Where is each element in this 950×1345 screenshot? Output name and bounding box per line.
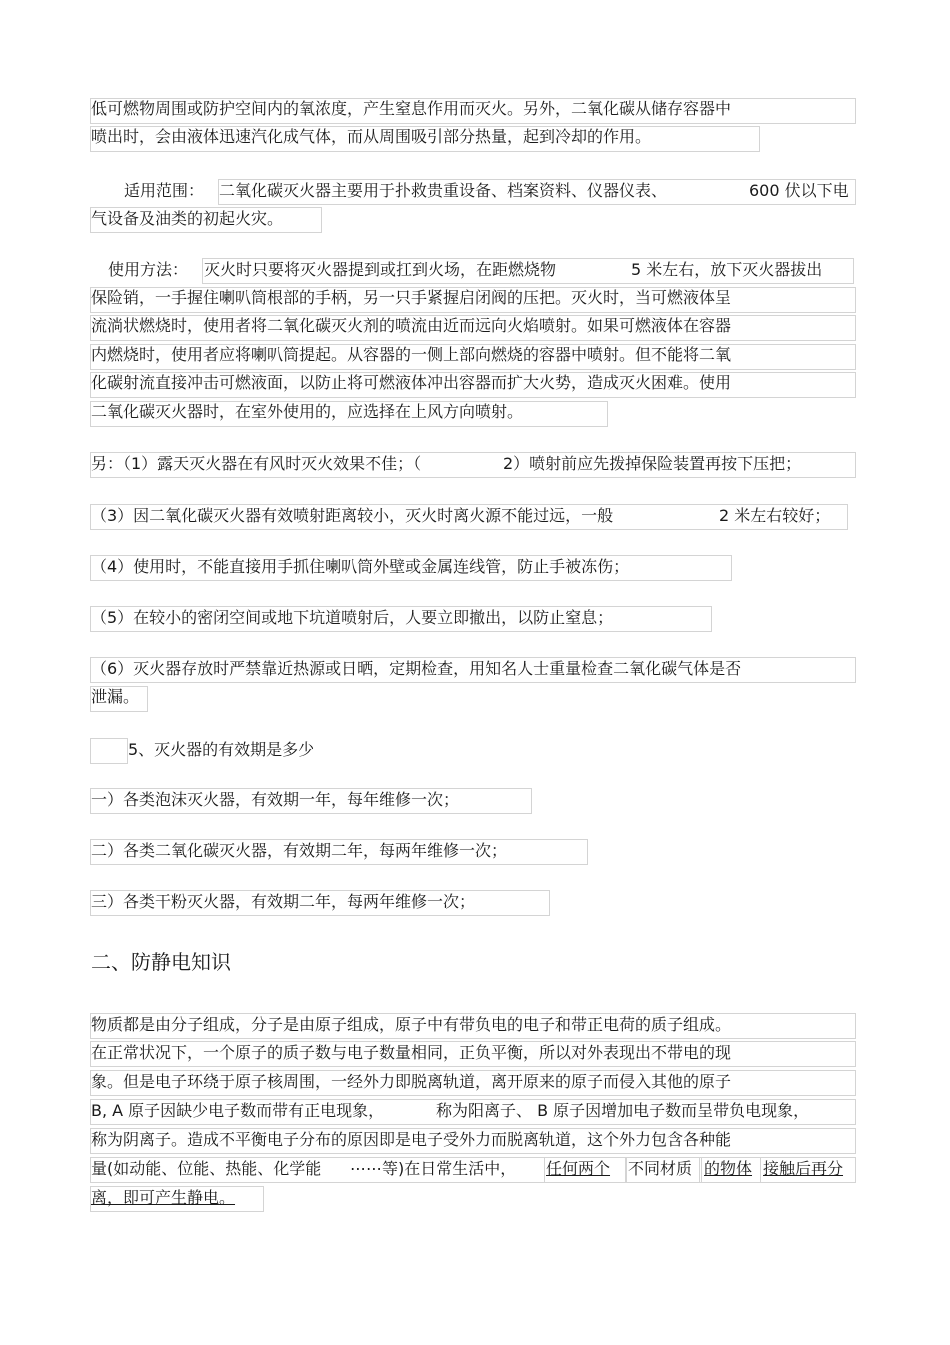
body-text: 二氧化碳灭火器主要用于扑救贵重设备、档案资料、仪器仪表、 <box>219 181 668 200</box>
body-text: 喷出时，会由液体迅速汽化成气体，而从周围吸引部分热量，起到冷却的作用。 <box>91 127 652 146</box>
body-text: 在正常状况下，一个原子的质子数与电子数量相同，正负平衡，所以对外表现出不带电的现 <box>91 1043 732 1062</box>
underlined-text: 接触后再分 <box>763 1159 844 1178</box>
note-2: 2）喷射前应先拨掉保险装置再按下压把； <box>503 454 802 473</box>
body-text: 量(如动能、位能、热能、化学能 <box>91 1159 322 1178</box>
validity-item: 一）各类泡沫灭火器，有效期一年，每年维修一次； <box>91 790 460 809</box>
validity-item: 三）各类干粉灭火器，有效期二年，每两年维修一次； <box>91 892 476 911</box>
body-text: 物质都是由分子组成，分子是由原子组成，原子中有带负电的电子和带正电荷的质子组成。 <box>91 1015 732 1034</box>
body-text: 称为阴离子。造成不平衡电子分布的原因即是电子受外力而脱离轨道，这个外力包含各种能 <box>91 1130 732 1149</box>
body-text: 二氧化碳灭火器时，在室外使用的，应选择在上风方向喷射。 <box>91 402 524 421</box>
body-text: 保险销，一手握住喇叭筒根部的手柄，另一只手紧握启闭阀的压把。灭火时，当可燃液体呈 <box>91 288 732 307</box>
body-text: 不同材质 <box>628 1159 693 1178</box>
text-frame <box>90 738 128 764</box>
body-text: 称为阳离子、 B 原子因增加电子数而呈带负电现象， <box>436 1101 810 1120</box>
body-text: 灭火时只要将灭火器提到或扛到火场，在距燃烧物 <box>204 260 557 279</box>
underlined-text: 离，即可产生静电。 <box>91 1188 236 1207</box>
underlined-text: 任何两个 <box>546 1159 611 1178</box>
body-text: 内燃烧时，使用者应将喇叭筒提起。从容器的一侧上部向燃烧的容器中喷射。但不能将二氧 <box>91 345 732 364</box>
body-text: 象。但是电子环绕于原子核周围，一经外力即脱离轨道，离开原来的原子而侵入其他的原子 <box>91 1072 732 1091</box>
body-text: 5 米左右，放下灭火器拔出 <box>631 260 823 279</box>
note-5: （5）在较小的密闭空间或地下坑道喷射后，人要立即撤出，以防止窒息； <box>91 608 614 627</box>
note-6-end: 泄漏。 <box>91 687 140 706</box>
body-text: 流淌状燃烧时，使用者将二氧化碳灭火剂的喷流由近而远向火焰喷射。如果可燃液体在容器 <box>91 316 732 335</box>
body-text: ⋯⋯等)在日常生活中， <box>350 1159 517 1178</box>
note-1: 另：（1）露天灭火器在有风时灭火效果不佳；（ <box>91 454 422 473</box>
note-4: （4）使用时，不能直接用手抓住喇叭筒外壁或金属连线管，防止手被冻伤； <box>91 557 630 576</box>
note-3-end: 2 米左右较好； <box>719 506 831 525</box>
underlined-text: 的物体 <box>704 1159 753 1178</box>
body-text: 600 伏以下电 <box>749 181 849 200</box>
body-text: 气设备及油类的初起火灾。 <box>91 209 284 228</box>
body-text: 化碳射流直接冲击可燃液面，以防止将可燃液体冲出容器而扩大火势，造成灭火困难。使用 <box>91 373 732 392</box>
note-6: （6）灭火器存放时严禁靠近热源或日晒，定期检查，用知名人士重量检查二氧化碳气体是否 <box>91 659 742 678</box>
body-text: 低可燃物周围或防护空间内的氧浓度，产生窒息作用而灭火。另外，二氧化碳从储存容器中 <box>91 99 732 118</box>
usage-label: 使用方法： <box>108 260 189 279</box>
note-3: （3）因二氧化碳灭火器有效喷射距离较小，灭火时离火源不能过远，一般 <box>91 506 614 525</box>
scope-label: 适用范围： <box>124 181 205 200</box>
section-title: 二、防静电知识 <box>91 950 231 974</box>
body-text: B, A 原子因缺少电子数而带有正电现象， <box>91 1101 385 1120</box>
validity-heading: 5、灭火器的有效期是多少 <box>128 740 315 759</box>
validity-item: 二）各类二氧化碳灭火器，有效期二年，每两年维修一次； <box>91 841 508 860</box>
